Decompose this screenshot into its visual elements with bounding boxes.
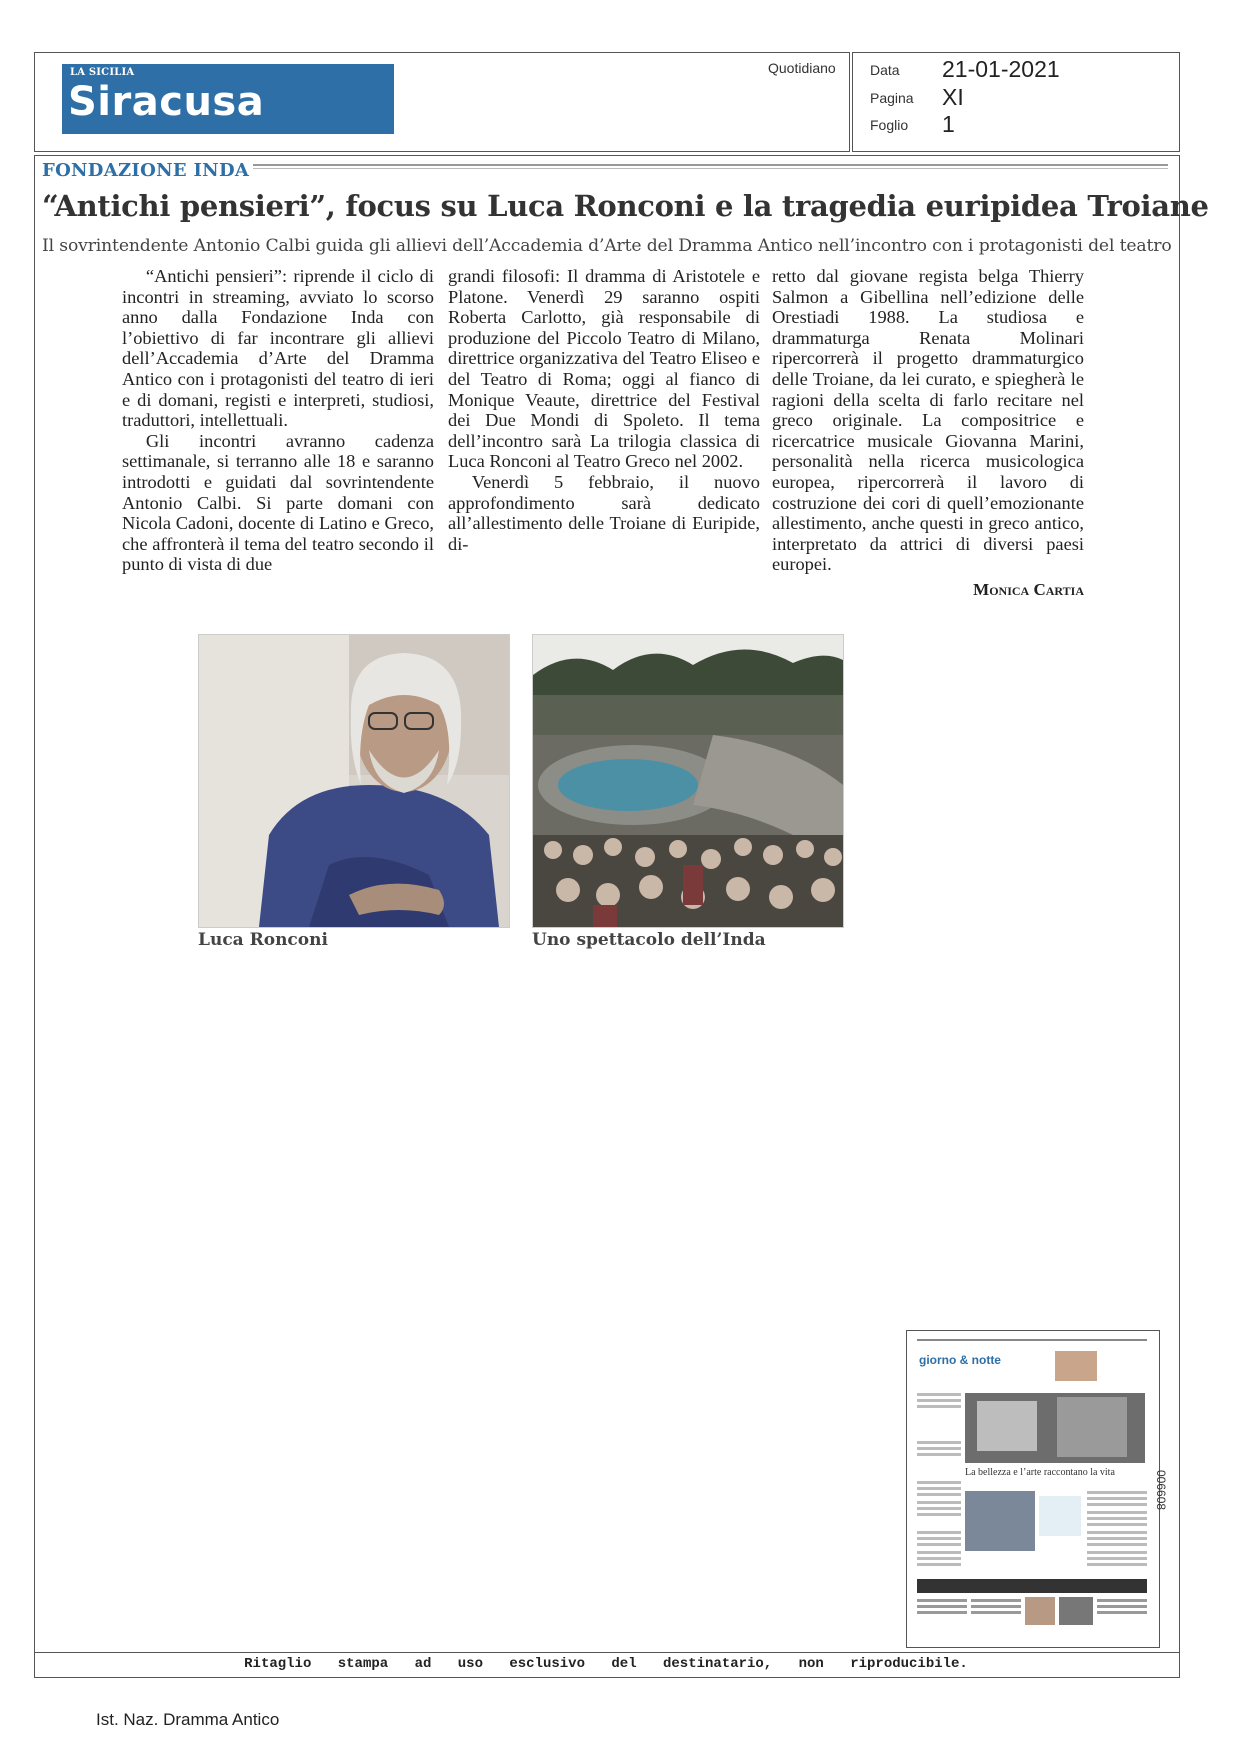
photo-caption-1: Luca Ronconi (198, 930, 328, 950)
paragraph: grandi filosofi: Il dramma di Aristotele e Platone. Venerdì 29 saranno ospiti Roberta Carlotto, già responsabile di produzione del Piccolo Teatro di Milano, direttrice organizzativa del Teatro Eliseo e del Teatro di Roma; oggi al fianco di Monique Veaute, direttrice del Festival dei Due Mondi di Spoleto. Il tema dell’incontro sarà La trilogia classica di Luca Ronconi al Teatro Greco nel 2002. (448, 266, 760, 472)
thumbnail-section: giorno & notte (919, 1353, 1001, 1367)
foglio-value: 1 (942, 111, 955, 137)
data-value: 21-01-2021 (942, 56, 1060, 82)
paragraph: Venerdì 5 febbraio, il nuovo approfondimento sarà dedicato all’allestimento delle Troiane di Euripide, di- (448, 471, 760, 554)
article-column-2 (448, 266, 760, 554)
paragraph: retto dal giovane regista belga Thierry Salmon a Gibellina nell’edizione delle Orestiadi 1988. La studiosa e drammaturga Renata Molinari ripercorrerà il progetto drammaturgico delle Troiane, da lei curato, e spiegherà le ragioni della scelta di farlo recitare nel greco originale. La compositrice e ricercatrice musicale Giovanna Marini, personalità nella ricerca musicologica europea, ripercorrerà il lavoro di costruzione dei cori di quell’emozionante allestimento, anche questi in greco antico, interpretato da attrici di diversi paesi europei. (772, 266, 1084, 575)
kicker-rule (238, 164, 1168, 166)
paragraph: Gli incontri avranno cadenza settimanale, si terranno alle 18 e saranno introdotti e guidati dal sovrintendente Antonio Calbi. Si parte domani con Nicola Cadoni, docente di Latino e Greco, che affronterà il tema del teatro secondo il punto di vista di due (122, 430, 434, 575)
section-kicker: FONDAZIONE INDA (42, 160, 253, 181)
kicker-rule-thin (238, 168, 1168, 169)
article-column-3 (772, 266, 1084, 575)
article-byline: Monica Cartia (973, 580, 1084, 599)
foglio-label: Foglio (870, 117, 909, 133)
rights-holder: Ist. Naz. Dramma Antico (96, 1710, 280, 1729)
pagina-value: XI (942, 84, 964, 110)
logo-big-text: Siracusa (68, 79, 265, 125)
photo-inda-performance (532, 634, 844, 928)
document-code: 006608 (1154, 1470, 1168, 1511)
thumbnail-headline: La bellezza e l’arte raccontano la vita (965, 1467, 1115, 1478)
logo-small-text: LA SICILIA (70, 67, 135, 78)
page-thumbnail (906, 1330, 1160, 1648)
article-subhead: Il sovrintendente Antonio Calbi guida gli allievi dell’Accademia d’Arte del Dramma Antico nell’incontro con i protagonisti del teatro (42, 236, 1172, 256)
photo-caption-2: Uno spettacolo dell’Inda (532, 930, 766, 950)
pagina-label: Pagina (870, 90, 914, 106)
article-column-1 (122, 266, 434, 575)
paragraph: “Antichi pensieri”: riprende il ciclo di incontri in streaming, avviato lo scorso anno dalla Fondazione Inda con l’obiettivo di far incontrare gli allievi dell’Accademia d’Arte del Dramma Antico con i protagonisti del teatro di ieri e di domani, registi e interpreti, studiosi, traduttori, intellettuali. (122, 266, 434, 431)
publication-type: Quotidiano (768, 60, 836, 76)
copyright-notice: Ritaglio stampa ad uso esclusivo del destinatario, non riproducibile. (244, 1656, 968, 1672)
article-headline: “Antichi pensieri”, focus su Luca Ronconi e la tragedia euripidea Troiane (42, 189, 1209, 223)
data-label: Data (870, 62, 900, 78)
photo-luca-ronconi (198, 634, 510, 928)
